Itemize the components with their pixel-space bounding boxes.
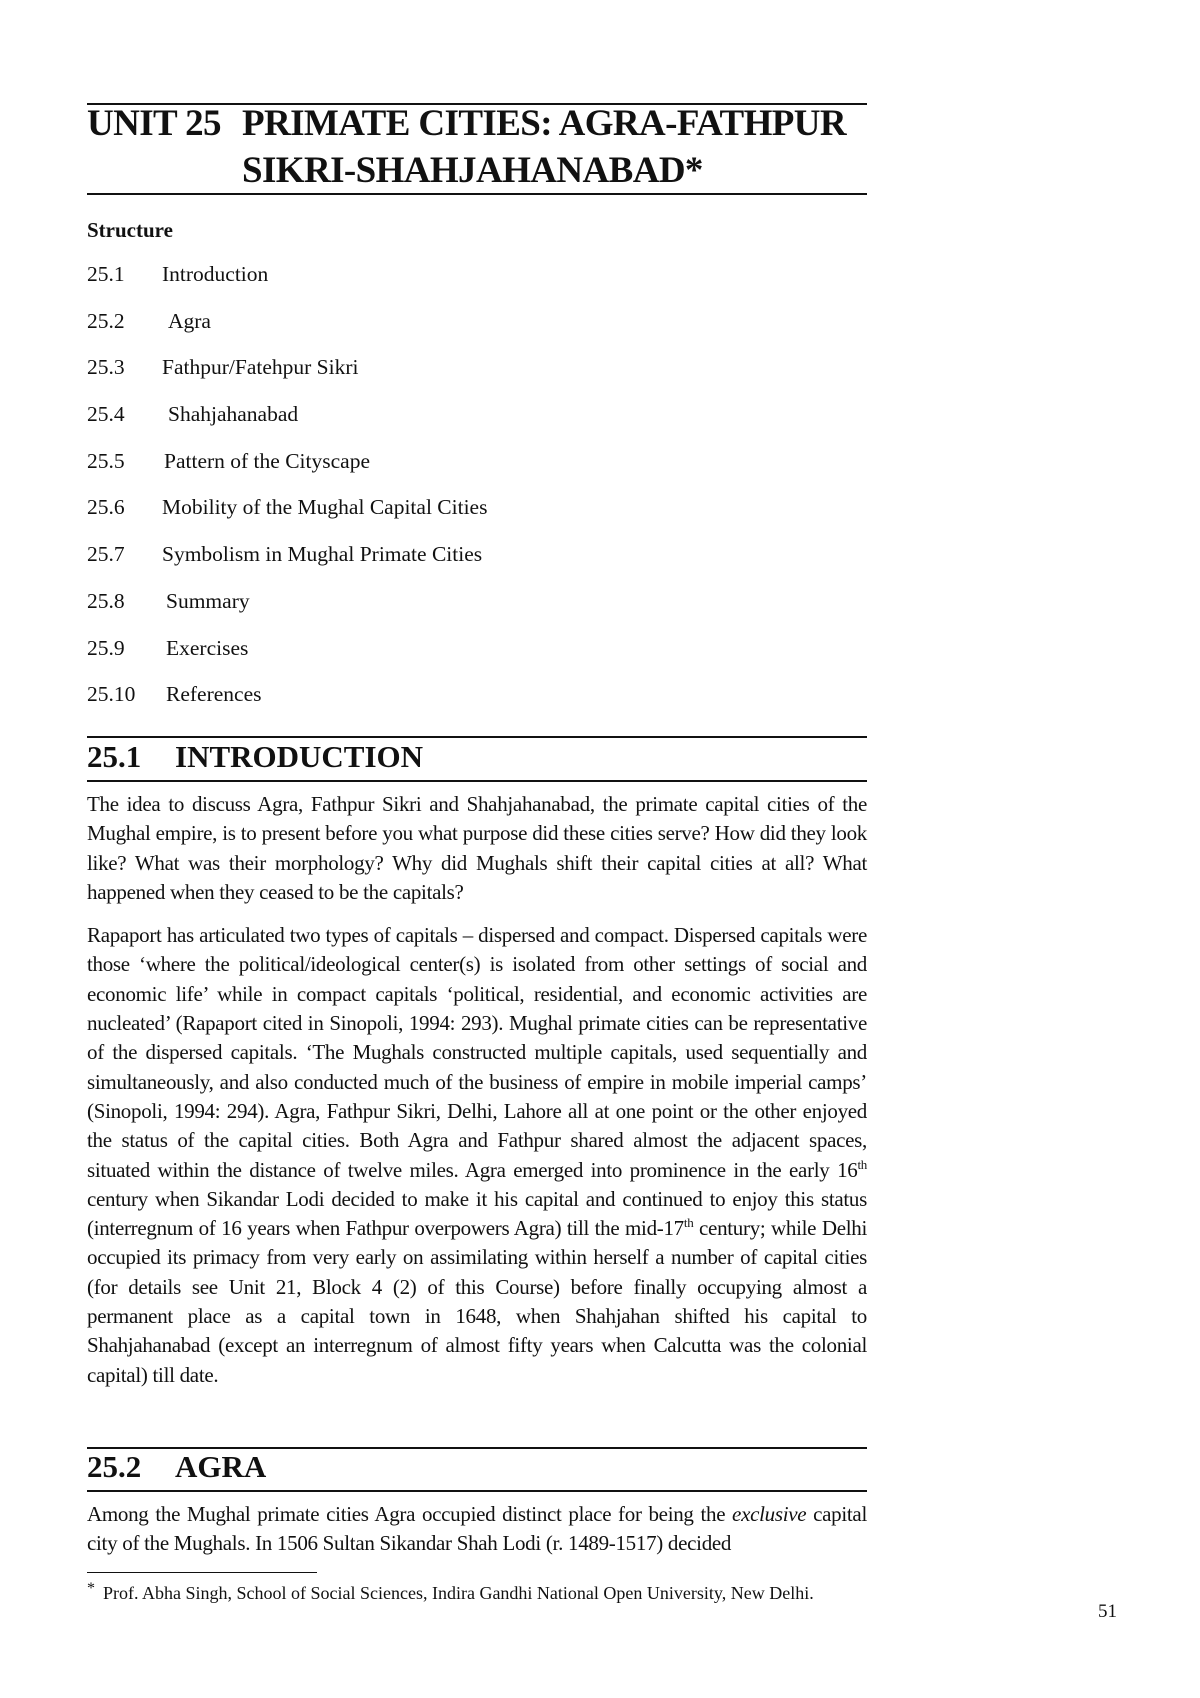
toc-item-label: References [166, 682, 262, 707]
paragraph-text: Among the Mughal primate cities Agra occupied distinct place for being the [87, 1502, 733, 1526]
toc-item-number: 25.10 [87, 682, 136, 707]
toc-item [87, 309, 787, 356]
section-top-rule [87, 736, 867, 738]
toc-item-number: 25.6 [87, 495, 125, 520]
section-title: AGRA [175, 1449, 267, 1484]
toc-item-label: Shahjahanabad [168, 402, 299, 427]
toc-item-label: Symbolism in Mughal Primate Cities [162, 542, 483, 567]
toc-item [87, 542, 787, 589]
superscript: th [857, 1156, 867, 1172]
paragraph-text: century when Sikandar Lodi decided to make it his capital and continued to enjoy this status (interregnum of 16 years when Fathpur overpowers Agra) till the mid-17 [87, 1186, 867, 1241]
toc-item [87, 495, 787, 542]
paragraph-text: Rapaport has articulated two types of capitals – dispersed and compact. Dispersed capitals were those ‘where the political/ideological center(s) is isolated from other settings of social and economic life’ while in compact capitals ‘political, residential, and economic activities are nucleated’ (Rapaport cited in Sinopoli, 1994: 293). Mughal primate cities can be representative of the dispersed capitals. ‘The Mughals constructed multiple capitals, used sequentially and simultaneously, and also conducted much of the business of empire in mobile imperial camps’ (Sinopoli, 1994: 294). Agra, Fathpur Sikri, Delhi, Lahore all at one point or the other enjoyed the status of the capital cities. Both Agra and Fathpur shared almost the adjacent spaces, situated within the distance of twelve miles. Agra emerged into prominence in the early 16 [87, 923, 867, 1182]
toc-item-number: 25.2 [87, 308, 125, 333]
toc-item-label: Mobility of the Mughal Capital Cities [162, 495, 488, 520]
toc-item [87, 589, 787, 636]
structure-heading: Structure [87, 218, 173, 242]
footnote-rule [87, 1572, 317, 1573]
paragraph-text: century; while Delhi occupied its primacy from very early on assimilating within herself a number of capital cities (for details see Unit 21, Block 4 (2) of this Course) before finally occupying almost a permanent place as a capital town in 1648, when Shahjahan shifted his capital to Shahjahanabad (except an interregnum of almost fifty years when Calcutta was the colonial capital) till date. [87, 1216, 867, 1387]
unit-number: UNIT 25 [87, 103, 221, 144]
paragraph [87, 1500, 867, 1559]
section-bottom-rule [87, 1490, 867, 1492]
superscript: th [683, 1215, 694, 1231]
toc-item-number: 25.3 [87, 355, 125, 380]
footnote-mark: * [87, 1580, 95, 1597]
structure-list [87, 262, 787, 729]
emphasis-text: exclusive [732, 1502, 807, 1526]
footnote [87, 1580, 867, 1606]
toc-item-number: 25.8 [87, 588, 125, 613]
unit-title-line1: PRIMATE CITIES: AGRA-FATHPUR [242, 103, 846, 144]
section1-body [87, 790, 867, 1390]
footnote-text: Prof. Abha Singh, School of Social Sciences, Indira Gandhi National Open University, New Delhi. [103, 1583, 814, 1603]
toc-item-number: 25.5 [87, 448, 125, 473]
toc-item-label: Fathpur/Fatehpur Sikri [162, 355, 359, 380]
section-number: 25.1 [87, 739, 142, 774]
toc-item-label: Introduction [162, 262, 269, 286]
section-number: 25.2 [87, 1449, 142, 1484]
toc-item [87, 682, 787, 729]
toc-item-label: Agra [168, 308, 211, 333]
toc-item [87, 636, 787, 683]
paragraph [87, 921, 867, 1390]
toc-item-label: Summary [166, 588, 250, 613]
paragraph-text: capital city of the Mughals. In 1506 Sultan Sikandar Shah Lodi (r. 1489-1517) decided [87, 1502, 867, 1556]
toc-item-number: 25.7 [87, 542, 125, 567]
page-number: 51 [1098, 1601, 1117, 1622]
toc-item [87, 355, 787, 402]
section-bottom-rule [87, 780, 867, 782]
toc-item [87, 402, 787, 449]
section2-body [87, 1500, 867, 1559]
unit-title-line2: SIKRI-SHAHJAHANABAD* [242, 150, 703, 191]
toc-item-label: Pattern of the Cityscape [164, 448, 370, 473]
toc-item [87, 262, 787, 309]
toc-item [87, 449, 787, 496]
toc-item-number: 25.4 [87, 402, 125, 427]
title-bottom-rule [87, 193, 867, 195]
paragraph: The idea to discuss Agra, Fathpur Sikri and Shahjahanabad, the primate capital cities of the Mughal empire, is to present before you what purpose did these cities serve? How did they look like? What was their morphology? Why did Mughals shift their capital cities at all? What happened when they ceased to be the capitals? [87, 792, 867, 904]
toc-item-number: 25.1 [87, 262, 125, 286]
toc-item-label: Exercises [166, 635, 249, 660]
section-title: INTRODUCTION [175, 739, 424, 774]
toc-item-number: 25.9 [87, 635, 125, 660]
